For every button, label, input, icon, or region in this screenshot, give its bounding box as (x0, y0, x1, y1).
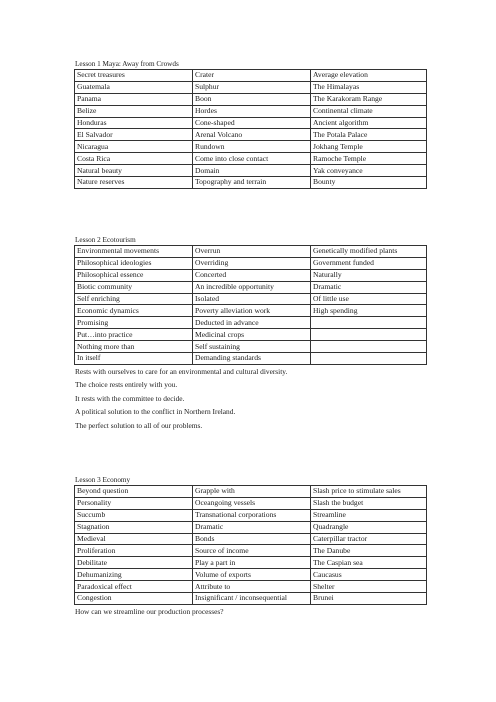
table-cell: High spending (311, 305, 427, 317)
table-cell: Poverty alleviation work (193, 305, 311, 317)
table-cell: Cone-shaped (193, 117, 311, 129)
table-cell: Succumb (75, 509, 193, 521)
lesson-3-vocab-table (74, 485, 427, 605)
table-cell: Philosophical essence (75, 269, 193, 281)
table-cell: Source of income (193, 545, 311, 557)
table-cell (311, 329, 427, 341)
example-sentence: The perfect solution to all of our problems. (75, 420, 203, 430)
example-sentence: The choice rests entirely with you. (75, 380, 178, 390)
lesson-3-example-sentences (74, 605, 426, 619)
table-cell: Paradoxical effect (75, 581, 193, 593)
table-row (75, 93, 427, 105)
table-cell: Hordes (193, 105, 311, 117)
table-cell: Honduras (75, 117, 193, 129)
example-sentence: Rests with ourselves to care for an environmental and cultural diversity. (75, 366, 288, 376)
table-cell: Nothing more than (75, 341, 193, 353)
table-row (75, 509, 427, 521)
table-cell: Attribute to (193, 581, 311, 593)
table-row (75, 329, 427, 341)
table-cell: Overrun (193, 246, 311, 258)
table-cell: Streamline (311, 509, 427, 521)
table-cell: Sulphur (193, 81, 311, 93)
table-cell: Brunei (311, 593, 427, 605)
table-row (75, 153, 427, 165)
table-row (75, 497, 427, 509)
table-cell: Jokhang Temple (311, 141, 427, 153)
table-cell: The Himalayas (311, 81, 427, 93)
table-row (75, 257, 427, 269)
table-cell: Average elevation (311, 70, 427, 82)
table-cell: Concerted (193, 269, 311, 281)
table-row (75, 269, 427, 281)
lesson-2-section (74, 236, 426, 432)
table-cell: Debilitate (75, 557, 193, 569)
table-row (75, 105, 427, 117)
table-cell: The Potala Palace (311, 129, 427, 141)
table-cell: Put…into practice (75, 329, 193, 341)
table-row (75, 353, 427, 365)
table-row (75, 533, 427, 545)
table-cell (311, 341, 427, 353)
table-cell: Costa Rica (75, 153, 193, 165)
table-cell: Domain (193, 165, 311, 177)
table-cell: Caucasus (311, 569, 427, 581)
table-cell: Rundown (193, 141, 311, 153)
table-cell (311, 317, 427, 329)
table-cell: Beyond question (75, 486, 193, 498)
table-cell: Quadrangle (311, 521, 427, 533)
table-cell: Topography and terrain (193, 177, 311, 189)
table-cell: Boon (193, 93, 311, 105)
table-cell: Guatemala (75, 81, 193, 93)
lesson-2-example-sentences (74, 365, 426, 433)
table-row (75, 557, 427, 569)
table-cell: Natural beauty (75, 165, 193, 177)
table-cell: Dehumanizing (75, 569, 193, 581)
table-cell: Oceangoing vessels (193, 497, 311, 509)
table-cell: Isolated (193, 293, 311, 305)
table-cell: Volume of exports (193, 569, 311, 581)
table-row (75, 117, 427, 129)
lesson-1-vocab-table (74, 69, 427, 189)
lesson-2-vocab-table (74, 245, 427, 365)
table-cell: Transnational corporations (193, 509, 311, 521)
table-row (75, 341, 427, 353)
lesson-1-title: Lesson 1 Maya: Away from Crowds (75, 60, 179, 68)
table-cell: Medieval (75, 533, 193, 545)
table-cell: Grapple with (193, 486, 311, 498)
table-cell: El Salvador (75, 129, 193, 141)
table-cell: Government funded (311, 257, 427, 269)
table-row (75, 129, 427, 141)
table-row (75, 246, 427, 258)
table-cell: Insignificant / inconsequential (193, 593, 311, 605)
table-cell: Belize (75, 105, 193, 117)
table-row (75, 81, 427, 93)
table-cell: An incredible opportunity (193, 281, 311, 293)
table-cell: Philosophical ideologies (75, 257, 193, 269)
table-row (75, 317, 427, 329)
table-cell: Continental climate (311, 105, 427, 117)
lesson-2-title: Lesson 2 Ecotourism (75, 236, 136, 244)
table-cell: Environmental movements (75, 246, 193, 258)
table-cell: Slash price to stimulate sales (311, 486, 427, 498)
lesson-3-section (74, 476, 426, 618)
table-row (75, 545, 427, 557)
table-row (75, 165, 427, 177)
table-row (75, 581, 427, 593)
table-cell: Overriding (193, 257, 311, 269)
table-cell: Demanding standards (193, 353, 311, 365)
table-cell: The Danube (311, 545, 427, 557)
table-cell: Of little use (311, 293, 427, 305)
table-cell: Yak conveyance (311, 165, 427, 177)
table-cell: Arenal Volcano (193, 129, 311, 141)
table-row (75, 177, 427, 189)
table-cell: Ancient algorithm (311, 117, 427, 129)
table-cell: Crater (193, 70, 311, 82)
table-cell: Bonds (193, 533, 311, 545)
table-cell: The Karakoram Range (311, 93, 427, 105)
table-cell: Self enriching (75, 293, 193, 305)
table-cell: Slash the budget (311, 497, 427, 509)
table-cell: Panama (75, 93, 193, 105)
table-cell: Biotic community (75, 281, 193, 293)
table-cell: Personality (75, 497, 193, 509)
table-cell: Shelter (311, 581, 427, 593)
table-cell: Medicinal crops (193, 329, 311, 341)
example-sentence: A political solution to the conflict in Northern Ireland. (75, 407, 236, 417)
table-row (75, 305, 427, 317)
table-cell: In itself (75, 353, 193, 365)
table-row (75, 521, 427, 533)
table-cell: Secret treasures (75, 70, 193, 82)
table-cell: Come into close contact (193, 153, 311, 165)
example-sentence: How can we streamline our production processes? (75, 606, 224, 616)
table-cell: Congestion (75, 593, 193, 605)
table-row (75, 569, 427, 581)
table-row (75, 293, 427, 305)
example-sentence: It rests with the committee to decide. (75, 393, 185, 403)
table-cell: Nature reserves (75, 177, 193, 189)
table-cell (311, 353, 427, 365)
table-cell: Economic dynamics (75, 305, 193, 317)
table-row (75, 70, 427, 82)
table-cell: Proliferation (75, 545, 193, 557)
table-cell: Stagnation (75, 521, 193, 533)
table-cell: Bounty (311, 177, 427, 189)
lesson-3-title: Lesson 3 Economy (75, 476, 131, 484)
table-cell: Ramoche Temple (311, 153, 427, 165)
lesson-1-section (74, 60, 426, 189)
table-cell: Dramatic (311, 281, 427, 293)
table-cell: Promising (75, 317, 193, 329)
table-cell: Self sustaining (193, 341, 311, 353)
table-cell: Play a part in (193, 557, 311, 569)
table-row (75, 281, 427, 293)
table-cell: Nicaragua (75, 141, 193, 153)
table-cell: Naturally (311, 269, 427, 281)
table-cell: The Caspian sea (311, 557, 427, 569)
table-cell: Deducted in advance (193, 317, 311, 329)
table-cell: Dramatic (193, 521, 311, 533)
table-cell: Caterpillar tractor (311, 533, 427, 545)
table-cell: Genetically modified plants (311, 246, 427, 258)
table-row (75, 593, 427, 605)
table-row (75, 141, 427, 153)
table-row (75, 486, 427, 498)
